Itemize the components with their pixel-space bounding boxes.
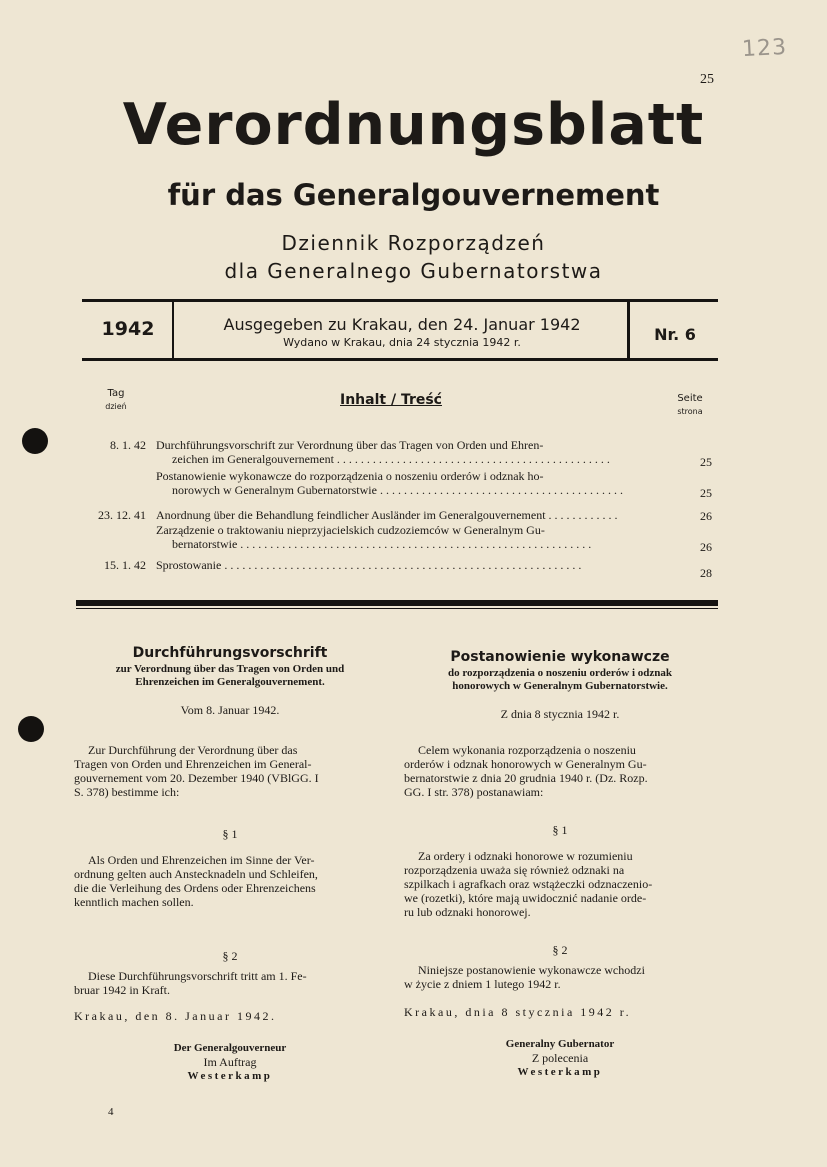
toc-day-de: Tag (107, 388, 125, 399)
german-intro-line: Zur Durchführung der Verordnung über das (88, 743, 298, 757)
german-intro-line: gouvernement vom 20. Dezember 1940 (VBlGG. I (74, 771, 319, 785)
polish-signature-name: Westerkamp (517, 1066, 603, 1078)
polish-subheading-line1: do rozporządzenia o noszeniu orderów i odznak (447, 667, 673, 679)
polish-section1-line: Za ordery i odznaki honorowe w rozumieniu (418, 849, 633, 863)
toc-entry-page: 26 (700, 509, 712, 523)
toc-entry-page: 25 (700, 455, 712, 469)
polish-section2-line: w życie z dniem 1 lutego 1942 r. (404, 977, 561, 991)
german-section2-mark: § 2 (222, 949, 238, 963)
polish-heading: Postanowienie wykonawcze (450, 649, 670, 665)
polish-signature-title: Generalny Gubernator (505, 1038, 615, 1050)
toc-entry-date: 8. 1. 42 (110, 438, 146, 452)
toc-entry-page: 25 (700, 486, 712, 500)
german-signature-name: Westerkamp (187, 1070, 273, 1082)
toc-entry (84, 438, 712, 470)
polish-place-date: Krakau, dnia 8 stycznia 1942 r. (404, 1005, 632, 1019)
polish-section1-mark: § 1 (552, 823, 568, 837)
polish-section1-line: we (rozetki), które mają uwidocznić nadanie orde- (404, 891, 647, 905)
handwritten-page-note: 123 (741, 34, 788, 63)
toc-entry-line2: zeichen im Generalgouvernement . . . . . . . . . . . . . . . . . . . . . . . . . . . . . . . . . . . . . . . . . . . . . . (172, 452, 610, 466)
toc-entry-line1: Durchführungsvorschrift zur Verordnung über das Tragen von Orden und Ehren- (156, 438, 544, 452)
issue-number: Nr. 6 (654, 325, 696, 344)
german-signature-by: Im Auftrag (203, 1055, 257, 1069)
german-section1-line: ordnung gelten auch Anstecknadeln und Schleifen, (74, 867, 318, 881)
german-signature-title: Der Generalgouverneur (173, 1042, 287, 1054)
german-intro-line: Tragen von Orden und Ehrenzeichen im General- (74, 757, 312, 771)
toc-page-column-header (668, 392, 712, 418)
toc-entry-page: 28 (700, 566, 712, 580)
toc-entry (84, 508, 712, 524)
masthead-polish-line1: Dziennik Rozporządzeń (281, 231, 546, 255)
toc-page-pl: strona (677, 407, 703, 416)
footer-mark: 4 (108, 1106, 114, 1118)
polish-intro-line: orderów i odznak honorowych w Generalnym Gu- (404, 757, 647, 771)
polish-section1-line: szpilkach i agrafkach oraz wstążeczki odznaczenio- (404, 877, 653, 891)
toc-page-de: Seite (677, 393, 703, 404)
polish-intro-line: Celem wykonania rozporządzenia o noszeniu (418, 743, 636, 757)
polish-section1-line: ru lub odznaki honorowej. (404, 905, 531, 919)
toc-entry-line1: Anordnung über die Behandlung feindlicher Ausländer im Generalgouvernement . . . . . . . . . . . . (156, 508, 618, 522)
toc-entry (84, 523, 712, 555)
polish-section2-line: Niniejsze postanowienie wykonawcze wchodzi (418, 963, 645, 977)
toc-entry-line2: bernatorstwie . . . . . . . . . . . . . . . . . . . . . . . . . . . . . . . . . . . . . . . . . . . . . . . . . . . . . . . . . . . (172, 537, 592, 551)
polish-section1-line: rozporządzenia uważa się również odznaki na (404, 863, 625, 877)
issued-german: Ausgegeben zu Krakau, den 24. Januar 1942 (223, 315, 581, 334)
punch-hole-bottom (18, 716, 44, 742)
german-section2-line: Diese Durchführungsvorschrift tritt am 1. Fe- (88, 969, 307, 983)
german-intro-line: S. 378) bestimme ich: (74, 785, 180, 799)
polish-date: Z dnia 8 stycznia 1942 r. (500, 707, 620, 721)
issue-bar-bottom-rule (82, 358, 718, 361)
toc-entry-page: 26 (700, 540, 712, 554)
german-subheading-line2: Ehrenzeichen im Generalgouvernement. (135, 676, 325, 688)
toc-heading: Inhalt / Treść (340, 392, 442, 408)
polish-intro-line: bernatorstwie z dnia 20 grudnia 1940 r. (Dz. Rozp. (404, 771, 648, 785)
german-subheading-line1: zur Verordnung über das Tragen von Orden und (115, 663, 345, 675)
masthead-subtitle: für das Generalgouvernement (167, 178, 660, 212)
german-section2-line: bruar 1942 in Kraft. (74, 983, 170, 997)
punch-hole-top (22, 428, 48, 454)
masthead-polish-line2: dla Generalnego Gubernatorstwa (224, 259, 603, 283)
section-separator-thin (76, 608, 718, 609)
toc-entry-line1: Sprostowanie . . . . . . . . . . . . . . . . . . . . . . . . . . . . . . . . . . . . . . . . . . . . . . . . . . . . . . . . . . . . (156, 558, 582, 572)
toc-entry-line1: Zarządzenie o traktowaniu nieprzyjacielskich cudzoziemców w Generalnym Gu- (156, 523, 545, 537)
german-section1-line: die die Verleihung des Ordens oder Ehrenzeichens (74, 881, 316, 895)
german-column (74, 646, 386, 1083)
german-section1-line: kenntlich machen sollen. (74, 895, 194, 909)
page-number: 25 (700, 72, 714, 87)
toc-entry-date: 23. 12. 41 (98, 508, 146, 522)
polish-column (404, 650, 716, 1079)
section-separator-thick (76, 600, 718, 606)
german-place-date: Krakau, den 8. Januar 1942. (74, 1009, 277, 1023)
polish-signature-by: Z polecenia (531, 1051, 589, 1065)
toc-entry-date: 15. 1. 42 (104, 558, 146, 572)
german-section1-line: Als Orden und Ehrenzeichen im Sinne der Ver- (88, 853, 315, 867)
toc-day-column-header (84, 387, 148, 413)
toc-day-pl: dzień (105, 402, 127, 411)
german-heading: Durchführungsvorschrift (132, 645, 328, 661)
issue-year: 1942 (101, 318, 155, 340)
issued-polish: Wydano w Krakau, dnia 24 stycznia 1942 r. (283, 336, 521, 349)
issue-bar-top-rule (82, 299, 718, 302)
toc-entry-line1: Postanowienie wykonawcze do rozporządzenia o noszeniu orderów i odznak ho- (156, 469, 544, 483)
toc-entry (84, 469, 712, 501)
masthead-title: Verordnungsblatt (122, 92, 705, 158)
toc-entry (84, 558, 712, 580)
polish-section2-mark: § 2 (552, 943, 568, 957)
polish-intro-line: GG. I str. 378) postanawiam: (404, 785, 544, 799)
german-date: Vom 8. Januar 1942. (180, 703, 280, 717)
polish-subheading-line2: honorowych w Generalnym Gubernatorstwie. (452, 680, 668, 692)
german-section1-mark: § 1 (222, 827, 238, 841)
toc-entry-line2: norowych w Generalnym Gubernatorstwie . . . . . . . . . . . . . . . . . . . . . . . . . . . . . . . . . . . . . . . . . (172, 483, 623, 497)
